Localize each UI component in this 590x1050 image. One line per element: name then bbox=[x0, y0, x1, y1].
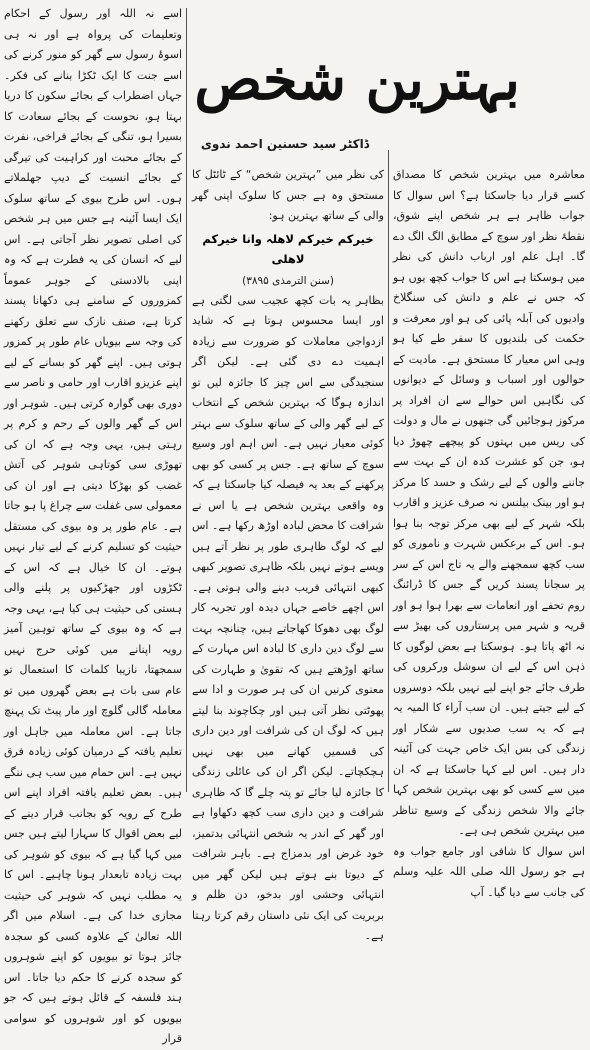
author-byline: ڈاکٹر سید حسنین احمد ندوی bbox=[200, 137, 370, 151]
hadith-reference: (سنن الترمذی ۳۸۹۵) bbox=[242, 274, 334, 287]
paragraph: اس سوال کا شافی اور جامع جواب وہ ہے جو رسول اللہ صلی اللہ علیہ وسلم کی جانب سے دیا گیا۔ آپ bbox=[393, 844, 585, 899]
column-middle bbox=[192, 165, 384, 942]
hadith-quote: خیرکم خیرکم لاھلہ وانا خیرکم لاھلی bbox=[202, 231, 374, 266]
paragraph: بظاہر یہ بات کچھ عجیب سی لگتی ہے اور ایسا محسوس ہوتا ہے کہ شاید ازدواجی معاملات کو ضرورت سے زیادہ اہمیت دے دی گئی ہے۔ لیکن اگر سنجیدگی سے اس چیز کا جائزہ لیں تو اندازہ ہوگا کہ بہترین شخص کے انتخاب کے لیے گھر والی کے ساتھ سلوک سے بہتر کوئی معیار نہیں ہے۔ اس اہم اور وسیع سوچ کے ساتھ ہے۔ جس پر کسی کو بھی پرکھنے کے بعد یہ فیصلہ کیا جاسکتا ہے کہ وہ واقعی بہترین شخص ہے یا اس نے شرافت کا محض لبادہ اوڑھ رکھا ہے۔ اس لیے کہ لوگ ظاہری طور پر نظر آتے ہیں ویسے ہوتے نہیں بلکہ ظاہری تصویر کبھی کبھی انتہائی فریب دینے والی ہوتی ہے۔ اس اچھے خاصے جہاں دیدہ اور تجربہ کار لوگ بھی دھوکا کھاجاتے ہیں، چنانچہ بہت سے لوگ دین داری کا لبادہ اس مہارت کے ساتھ اوڑھتے ہیں کہ تقویٰ و طہارت کی معنوی کرنیں ان کی ہر صورت و ادا سے پھوٹتی نظر آتی ہیں اور چکاچوند بنا لیتے ہیں کہ لوگ ان کی شرافت اور دین داری کی قسمیں کھانے میں بھی نہیں ہچکچاتے۔ لیکن اگر ان کی عائلی زندگی کا جائزہ لیا جائے تو پتہ چلے گا کہ ظاہری شرافت و دین داری سب کچھ دکھاوا ہے اور گھر کے اندر یہ شخص انتہائی بدتمیز، خود غرض اور بدمزاج ہے۔ باہر شرافت کے دیوتا بنے ہوتے ہیں لیکن گھر میں انتہائی وحشی اور بدخو، دن ظلم و بربریت کی ایک نئی داستان رقم کرتا رہتا ہے۔ bbox=[192, 293, 384, 942]
column-right bbox=[393, 165, 585, 899]
paragraph: معاشرہ میں بہترین شخص کا مصداق کسے قرار دیا جاسکتا ہے؟ اس سوال کا جواب ظاہر ہے ہر شخص اپنے شوق، نقطۂ نظر اور سوچ کے مطابق الگ الگ دے گا۔ اہل علم اور ارباب دانش کی نظر میں ہوسکتا ہے اس کا جواب کچھ یوں ہو کہ جس نے علم و دانش کی سنگلاخ وادیوں کی آبلہ پائی کی ہو اور معرفت و حکمت کی بلندیوں کا سفر طے کیا ہو وہی اس معیار کا مستحق ہے۔ مادیت کے حوالوں اور اسباب و وسائل کے دیوانوں کی نگاہیں اس حوالے سے ان افراد پر مرکوز ہوجائیں گی جنھوں نے مال و دولت کی ریس میں بہتوں کو پیچھے چھوڑ دیا ہو، جن کو عشرت کدہ ان کے بہت سے جاننے والوں کے لیے رشک و حسد کا مرکز ہو اور بینک بیلنس نہ صرف عزیز و اقارب بلکہ شہر کے لیے بھی مرکز توجہ بنا ہوا ہو۔ اس کے برعکس شہرت و ناموری کو سب کچھ سمجھنے والے یہ تاج اس کے سر پر سجانا پسند کریں گے جس کا ڈرائنگ روم تحفے اور انعامات سے بھرا ہوا ہو اور قریہ و شہر میں پرستاروں کی بھیڑ سے نہ اٹھ پاتا ہو۔ ہوسکتا ہے بعض لوگوں کا ذہن اس کے لیے ان سوشل ورکروں کی طرف جائے جو اپنے لیے نہیں بلکہ دوسروں کے لیے جیتے ہیں۔ ان سب آراء کا المیہ یہ ہے کہ یہ سب صدیوں سے شکار اور زندگی کی بس ایک خاص جہت کی آئینہ دار ہیں۔ اس لیے کہا جاسکتا ہے کہ ان میں سے کسی کو بھی بہترین شخص کہا جائے والا شخص زندگی کے وسیع تناظر میں بہترین شخص ہی ہے۔ bbox=[393, 168, 585, 837]
column-divider-right bbox=[388, 150, 389, 792]
paragraph: اسے نہ اللہ اور رسول کے احکام وتعلیمات کی پرواہ ہے اور نہ ہی اسوۂ رسول سے گھر کو منور کرنے کی اسے جنت کا ایک ٹکڑا بنانے کی فکر۔ جہاں اضطراب کے بجائے سکون کا دریا بہتا ہو، نحوست کے بجائے سعادت کا بسیرا ہو، تنگی کے بجائے فراخی، نفرت کے بجائے محبت اور کراہیت کی تیرگی کے بجائے انسیت کے دیپ جھلملاتے ہوں۔ اس طرح بیوی کے ساتھ سلوک ایک ایسا آئینہ ہے جس میں ہر شخص کی اصلی تصویر نظر آجاتی ہے۔ اس لیے کہ انسان کی یہ فطرت ہے کہ وہ اپنی بالادستی کے جوہر عموماً کمزوروں کے سامنے ہی دکھانا پسند کرتا ہے، صنف نازک سے تعلق رکھنے کی وجہ سے بیویاں عام طور پر کمزور ہوتی ہیں۔ اپنے گھر کو بسانے کے لیے اپنے عزیزو اقارب اور حامی و ناصر سے دوری بھی گوارہ کرتی ہیں۔ شوہر اور اس کے گھر والوں کے رحم و کرم پر رہتی ہیں، یہی وجہ ہے کہ ان کی تھوڑی سی کوتاہی شوہر کی آتش غضب کو بھڑکا دیتی ہے اور ان کی معمولی سی غفلت سے چراغ پا ہو جاتا ہے۔ عام طور پر وہ بیوی کی مستقل حیثیت کو تسلیم کرنے کے لیے تیار نہیں ہوتے۔ ان کا خیال ہے کہ اس کے ٹکڑوں اور جھڑکیوں پر پلنے والی ہستی کی حیثیت ہی کیا ہے، یہی وجہ ہے کہ وہ بیوی کے ساتھ توہین آمیز رویہ اپنانے میں کوئی حرج نہیں سمجھتا، نازیبا کلمات کا استعمال تو عام سی بات ہے بعض گھروں میں تو معاملہ گالی گلوچ اور مار پیٹ تک پہنچ جاتا ہے۔ اس معاملہ میں جاہل اور تعلیم یافتہ کے درمیان کوئی زیادہ فرق نہیں ہے۔ اس حمام میں سب ہی ننگے ہیں۔ بعض تعلیم یافتہ افراد اپنے اس طرح کے رویہ کو بجانب قرار دینے کے لیے بعض اقوال کا سہارا لیتے ہیں جس میں کہا گیا ہے کہ بیوی کو شوہر کی بہت زیادہ تابعدار ہونا چاہیے۔ اس کا یہ مطلب نہیں کہ شوہر کی حیثیت مجازی خدا کی ہے۔ اسلام میں اگر اللہ تعالیٰ کے علاوہ کسی کو سجدہ جائز ہوتا تو بیویوں کو اپنے شوہروں کو سجدہ کرنے کا حکم دیا جاتا۔ اس ہند فلسفہ کے قائل ہوتے ہیں کہ جو بیویوں کو اور شوہروں کو سوامی قرار bbox=[4, 7, 182, 1045]
paragraph: کی نظر میں ”بہترین شخص“ کے ٹائٹل کا مستحق وہ ہے جس کا سلوک اپنی گھر والی کے ساتھ بہترین ہو: bbox=[192, 168, 384, 222]
column-left bbox=[4, 4, 182, 1045]
article-title: بہترین شخص bbox=[194, 47, 520, 113]
column-divider-left bbox=[186, 8, 187, 792]
